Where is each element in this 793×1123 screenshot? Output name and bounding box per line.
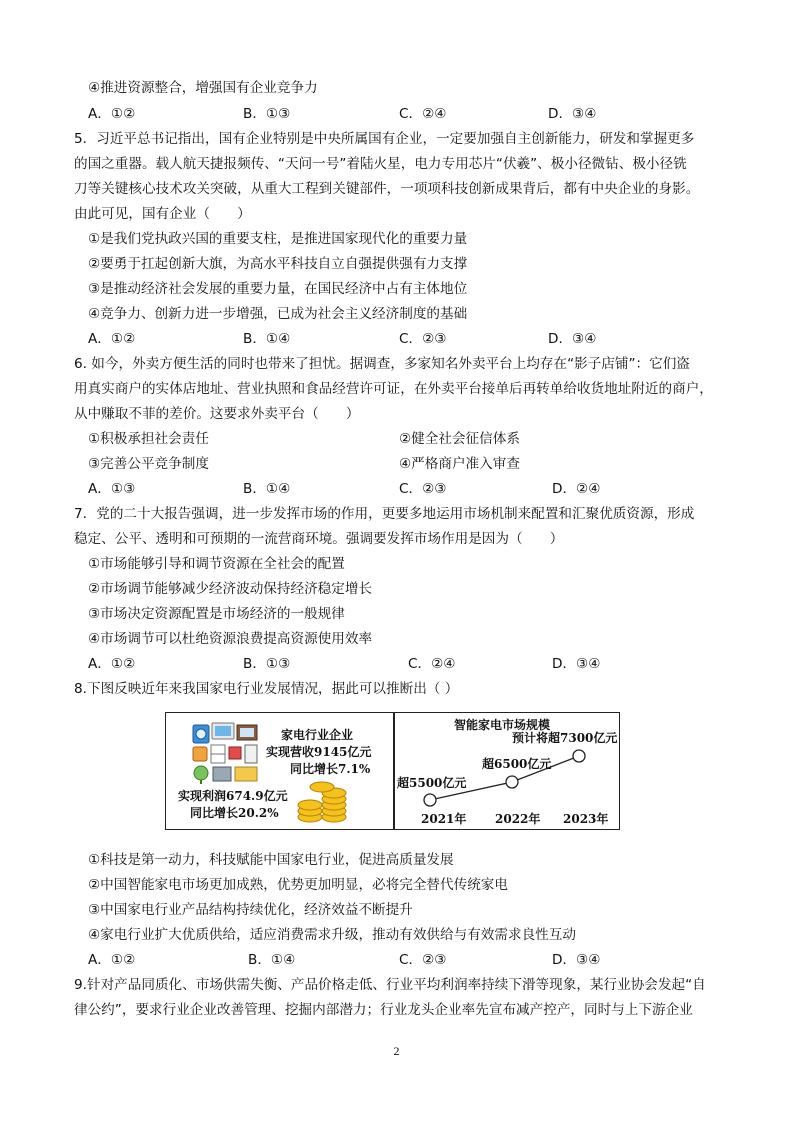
q6-option-c: C．②③ — [399, 481, 447, 497]
q5-option-a: A．①② — [88, 331, 136, 347]
q7-stem-line: 稳定、公平、透明和可预期的一流营商环境。强调要发挥市场作用是因为（ ） — [74, 531, 564, 547]
figure-profit: 实现利润674.9亿元 — [178, 789, 288, 803]
q5-stem-line: 5．习近平总书记指出，国有企业特别是中央所属国有企业，一定要加强自主创新能力，研发和掌握更多 — [74, 131, 695, 147]
year-2023: 2023年 — [563, 812, 609, 826]
point-2023 — [573, 750, 585, 762]
appliance-industry-figure — [165, 712, 620, 830]
label-2023: 预计将超7300亿元 — [512, 731, 618, 745]
q7-option-d: D．③④ — [552, 656, 601, 672]
q7-item: ①市场能够引导和调节资源在全社会的配置 — [88, 556, 345, 572]
q7-option-a: A．①② — [88, 656, 136, 672]
page-number: 2 — [393, 1044, 400, 1058]
q5-item: ②要勇于扛起创新大旗，为高水平科技自立自强提供强有力支撑 — [88, 256, 468, 272]
q5-item: ④竞争力、创新力进一步增强，已成为社会主义经济制度的基础 — [88, 306, 468, 322]
q9-stem-line: 律公约”，要求行业企业改善管理、挖掘内部潜力；行业龙头企业率先宣布减产控产，同时与上下游企业 — [74, 1002, 693, 1018]
q8-option-d: D．③④ — [552, 952, 601, 968]
q5-option-c: C．②③ — [399, 331, 447, 347]
q6-option-d: D．②④ — [552, 481, 601, 497]
q4-item-4: ④推进资源整合，增强国有企业竞争力 — [88, 80, 318, 96]
q6-stem-line: 从中赚取不菲的差价。这要求外卖平台（ ） — [74, 406, 360, 422]
label-2021: 超5500亿元 — [397, 776, 467, 790]
q6-option-a: A．①③ — [88, 481, 136, 497]
year-2022: 2022年 — [495, 812, 541, 826]
q5-option-d: D．③④ — [548, 331, 597, 347]
q8-option-b: B．①④ — [248, 952, 296, 968]
point-2022 — [506, 776, 518, 788]
point-2021 — [424, 794, 436, 806]
q5-stem-line: 刀等关键核心技术攻关突破，从重大工程到关键部件，一项项科技创新成果背后，都有中央企业的身影。 — [74, 181, 700, 197]
label-2022: 超6500亿元 — [482, 757, 552, 771]
q5-option-b: B．①④ — [243, 331, 291, 347]
q5-item: ③是推动经济社会发展的重要力量，在国民经济中占有主体地位 — [88, 281, 468, 297]
smart-appliance-title: 智能家电市场规模 — [454, 718, 551, 732]
figure-revenue: 实现营收9145亿元 — [266, 745, 372, 759]
figure-profit-growth: 同比增长20.2% — [190, 806, 279, 820]
appliances-illustration-icon — [191, 721, 261, 785]
figure-revenue-growth: 同比增长7.1% — [290, 762, 371, 776]
q5-item: ①是我们党执政兴国的重要支柱，是推进国家现代化的重要力量 — [88, 231, 468, 247]
q7-stem-line: 7．党的二十大报告强调，进一步发挥市场的作用，更要多地运用市场机制来配置和汇聚优质资源，形成 — [74, 506, 695, 522]
q6-item: ①积极承担社会责任 — [88, 431, 209, 447]
q6-item: ④严格商户准入审查 — [399, 456, 520, 472]
q8-stem: 8.下图反映近年来我国家电行业发展情况，据此可以推断出（ ） — [74, 681, 459, 697]
q8-item: ②中国智能家电市场更加成熟，优势更加明显，必将完全替代传统家电 — [88, 877, 508, 893]
year-2021: 2021年 — [421, 812, 467, 826]
q7-option-b: B．①③ — [243, 656, 291, 672]
q4-option-c: C．②④ — [399, 106, 447, 122]
q6-stem-line: 6. 如今，外卖方便生活的同时也带来了担忧。据调查，多家知名外卖平台上均存在“影子店铺”：它们盗 — [74, 356, 690, 372]
q5-stem-line: 由此可见，国有企业（ ） — [74, 206, 251, 222]
q5-stem-line: 的国之重器。载人航天捷报频传、“天问一号”着陆火星，电力专用芯片“伏羲”、极小径微钻、极小径铣 — [74, 156, 687, 172]
q7-item: ④市场调节可以杜绝资源浪费提高资源使用效率 — [88, 631, 373, 647]
q8-item: ④家电行业扩大优质供给，适应消费需求升级，推动有效供给与有效需求良性互动 — [88, 927, 576, 943]
q6-stem-line: 用真实商户的实体店地址、营业执照和食品经营许可证，在外卖平台接单后再转单给收货地址附近的商户， — [74, 381, 713, 397]
q7-item: ③市场决定资源配置是市场经济的一般规律 — [88, 606, 345, 622]
q4-option-d: D．③④ — [548, 106, 597, 122]
gold-coins-icon — [296, 777, 356, 825]
figure-left-line1: 家电行业企业 — [281, 728, 354, 742]
q9-stem-line: 9.针对产品同质化、市场供需失衡、产品价格走低、行业平均利润率持续下滑等现象，某行业协会发起“自 — [74, 977, 706, 993]
q8-item: ①科技是第一动力，科技赋能中国家电行业，促进高质量发展 — [88, 852, 454, 868]
q4-option-b: B．①③ — [243, 106, 291, 122]
q7-item: ②市场调节能够减少经济波动保持经济稳定增长 — [88, 581, 373, 597]
q4-option-a: A．①② — [88, 106, 136, 122]
q6-item: ②健全社会征信体系 — [399, 431, 520, 447]
q7-option-c: C．②④ — [408, 656, 456, 672]
q8-option-a: A．①② — [88, 952, 136, 968]
q8-option-c: C．②③ — [399, 952, 447, 968]
q6-option-b: B．①④ — [243, 481, 291, 497]
q6-item: ③完善公平竞争制度 — [88, 456, 209, 472]
q8-item: ③中国家电行业产品结构持续优化，经济效益不断提升 — [88, 902, 413, 918]
